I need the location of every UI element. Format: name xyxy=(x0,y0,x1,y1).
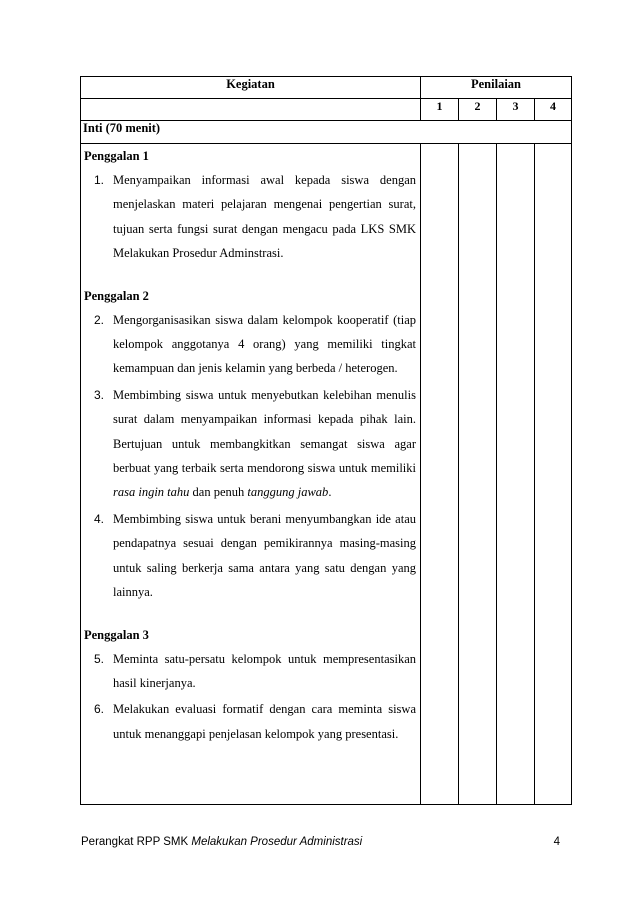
group-title: Penggalan 3 xyxy=(84,627,149,642)
lesson-activity-table xyxy=(80,76,572,805)
score-cell-2 xyxy=(459,144,497,805)
list-item: 5. Meminta satu-persatu kelompok untuk mempresentasikan hasil kinerjanya. xyxy=(93,651,416,690)
group-title: Penggalan 2 xyxy=(84,288,149,303)
footer-title: Perangkat RPP SMK Melakukan Prosedur Administrasi xyxy=(81,836,363,848)
activity-cell xyxy=(81,144,421,805)
score-col-1: 1 xyxy=(421,99,459,121)
list-item: 1. Menyampaikan informasi awal kepada siswa dengan menjelaskan materi pelajaran mengenai pengertian surat, tujuan serta fungsi surat dengan mengacu pada LKS SMK Melakukan Prosedur Adminstrasi. xyxy=(93,173,416,261)
kegiatan-header: Kegiatan xyxy=(81,77,421,99)
page-number: 4 xyxy=(553,836,560,848)
score-cell-4 xyxy=(535,144,572,805)
list-item: 3. Membimbing siswa untuk menyebutkan kelebihan menulis surat dalam menyampaikan informasi kepada pihak lain. Bertujuan untuk membangkitkan semangat siswa agar berbuat yang terbaik serta mendorong siswa untuk memiliki rasa ingin tahu dan penuh tanggung jawab. xyxy=(93,387,416,500)
list-item: 6. Melakukan evaluasi formatif dengan cara meminta siswa untuk menanggapi penjelasan kelompok yang presentasi. xyxy=(93,702,416,741)
page-footer xyxy=(81,836,560,848)
group-title: Penggalan 1 xyxy=(84,149,149,163)
activity-body-row xyxy=(81,144,572,805)
score-col-2: 2 xyxy=(459,99,497,121)
list-item: 2. Mengorganisasikan siswa dalam kelompok kooperatif (tiap kelompok anggotanya 4 orang) yang memiliki tingkat kemampuan dan jenis kelamin yang berbeda / heterogen. xyxy=(93,312,416,376)
section-label-cell xyxy=(81,121,572,144)
table-header-row xyxy=(81,77,572,99)
score-col-3: 3 xyxy=(497,99,535,121)
section-row xyxy=(81,121,572,144)
score-col-4: 4 xyxy=(535,99,572,121)
score-cell-1 xyxy=(421,144,459,805)
penilaian-header: Penilaian xyxy=(421,77,572,99)
blank-subheader-cell xyxy=(81,99,421,121)
list-item: 4. Membimbing siswa untuk berani menyumbangkan ide atau pendapatnya sesuai dengan pemikirannya masing-masing untuk saling berkerja sama antara yang satu dengan yang lainnya. xyxy=(93,511,416,600)
section-label: Inti (70 menit) xyxy=(83,121,161,135)
score-header-row xyxy=(81,99,572,121)
score-cell-3 xyxy=(497,144,535,805)
